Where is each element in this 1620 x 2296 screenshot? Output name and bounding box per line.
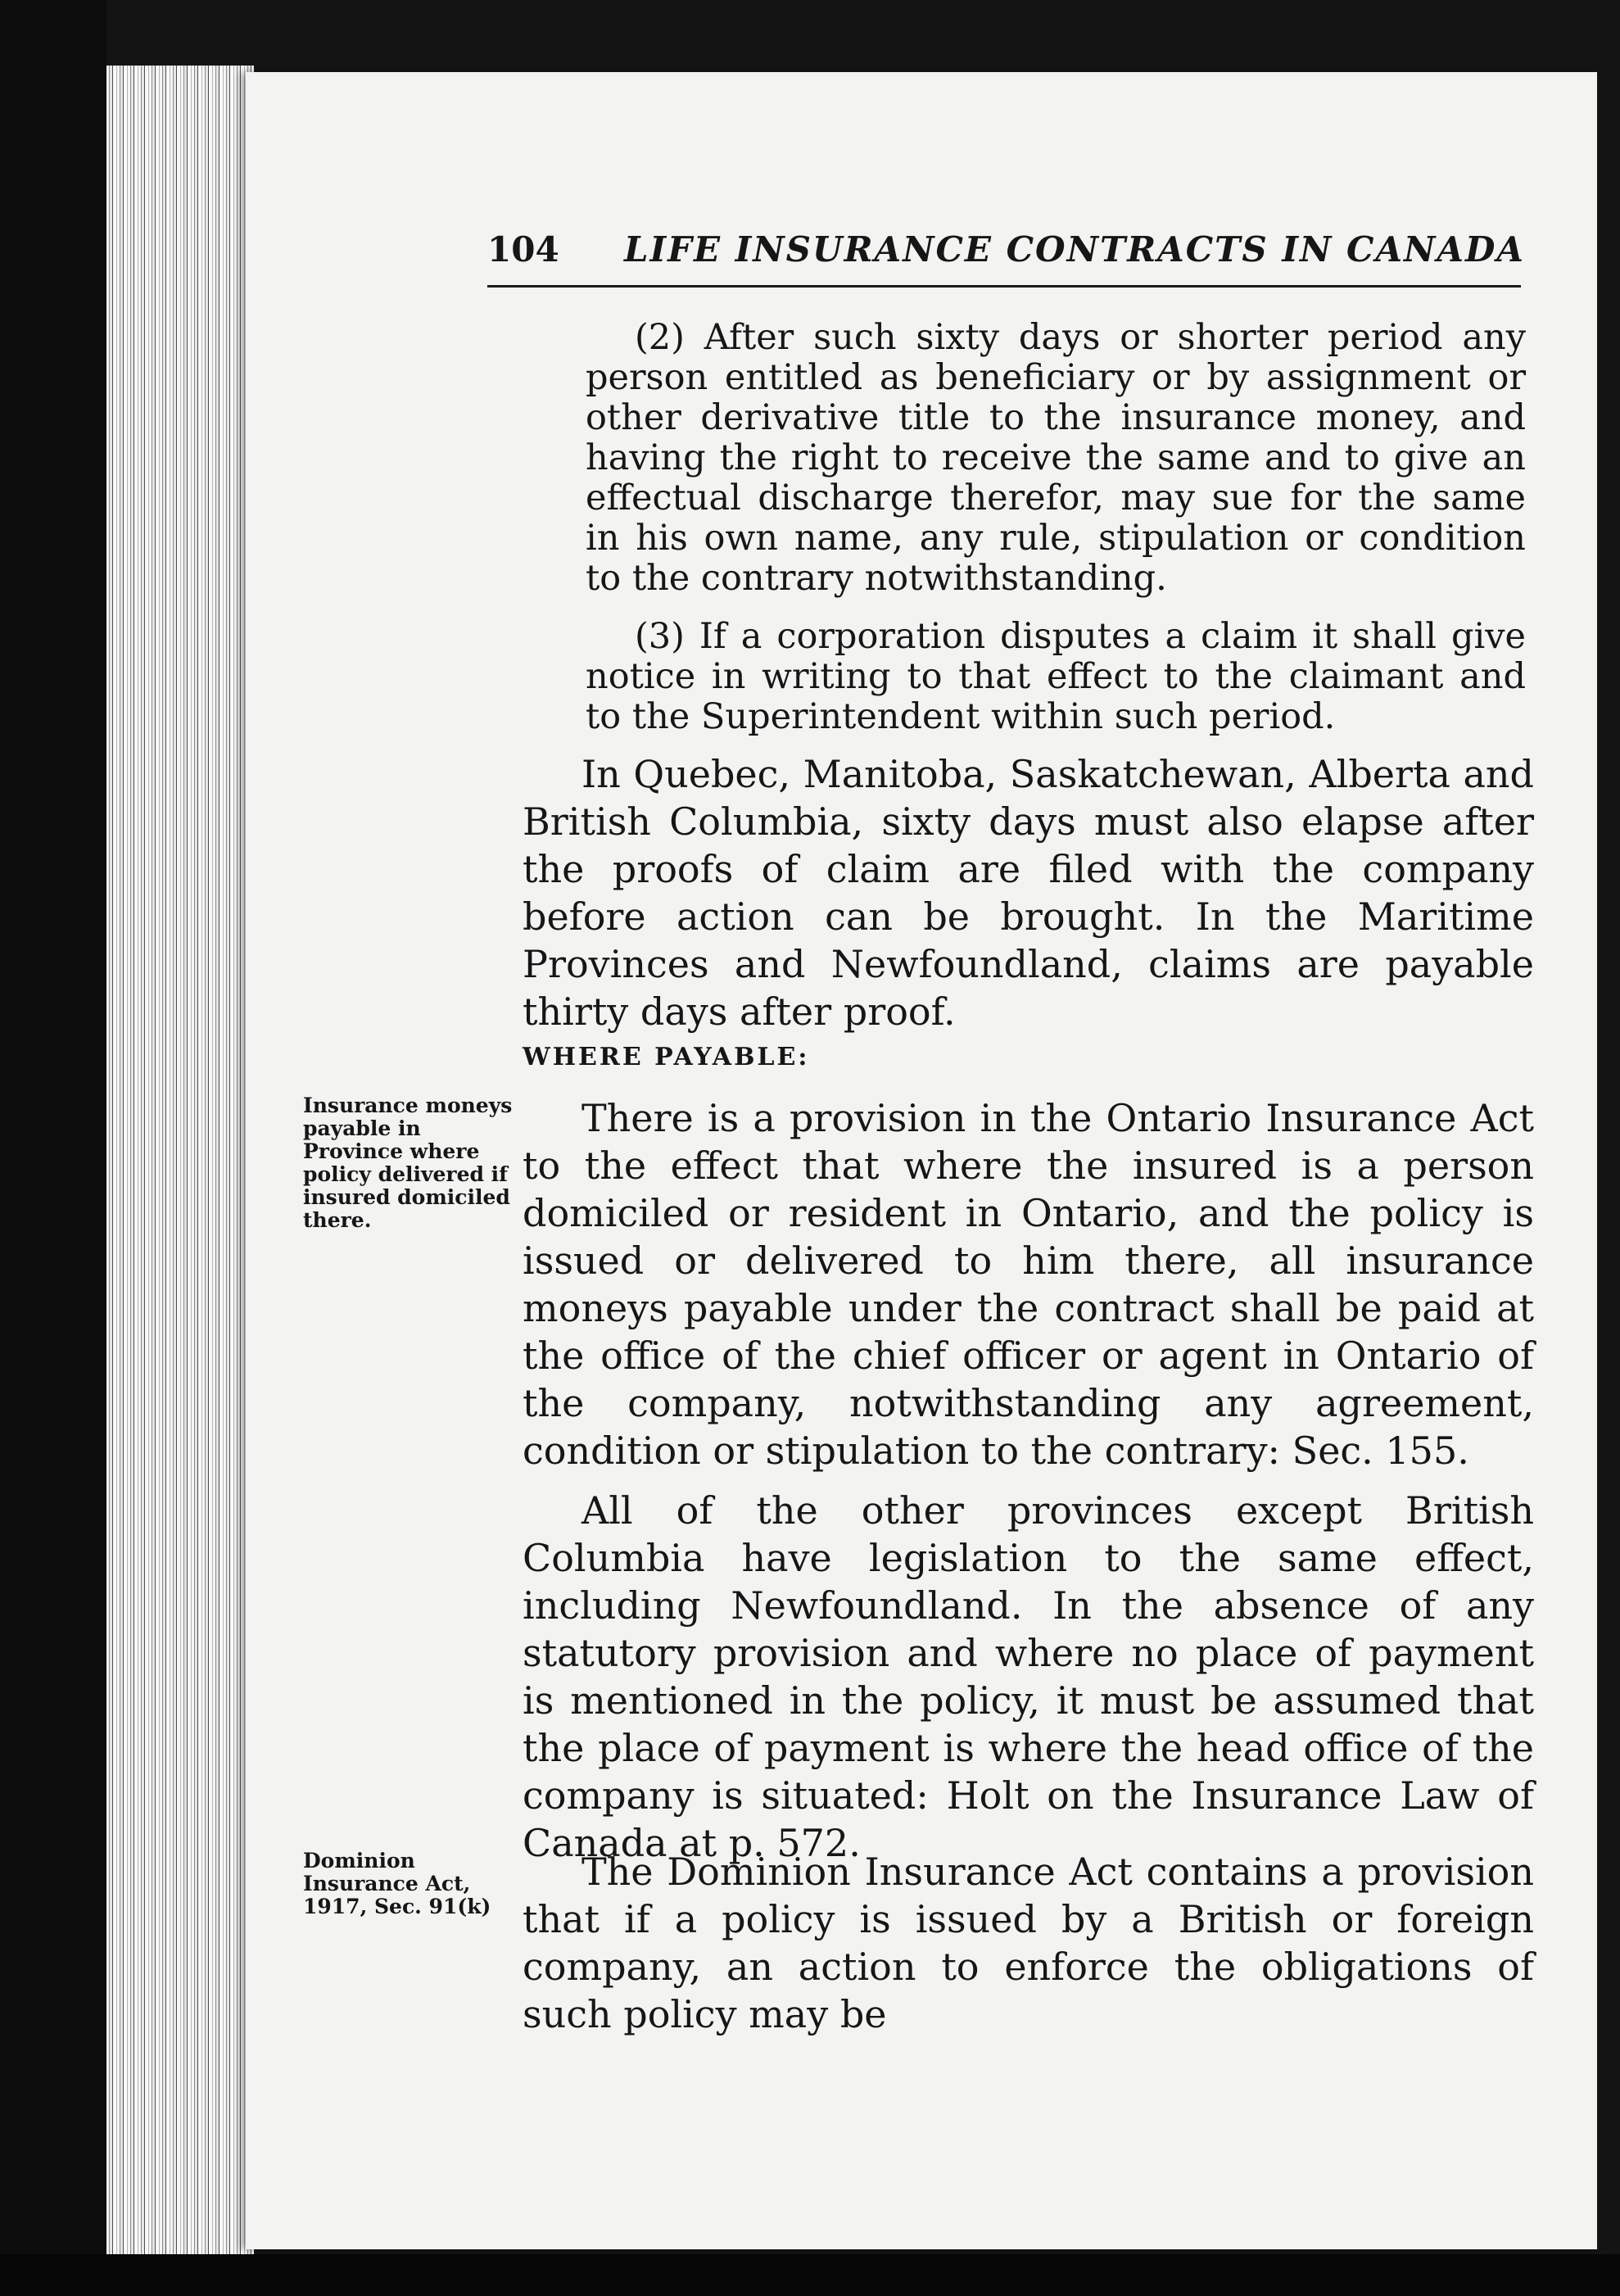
section-heading: WHERE PAYABLE: (523, 1043, 810, 1071)
paragraph-other-provinces: All of the other provinces except British Columbia have legislation to the same effect, including Newfoundland. In the absence of any statutory provision and where no place of payment is mentioned in the policy, it must be assumed that the place of payment is where the head office of the company is situated: Holt on the Insurance Law of Canada at p. 572. (523, 1488, 1534, 1865)
paragraph-provinces-delay: In Quebec, Manitoba, Saskatchewan, Alberta and British Columbia, sixty days must also elapse after the proofs of claim are filed with the company before action can be brought. In the Maritime Provinces and Newfoundland, claims are payable thirty days after proof. (523, 752, 1534, 1034)
scan-background-bottom (0, 2254, 1620, 2296)
margin-note-dominion-act: Dominion Insurance Act, 1917, Sec. 91(k) (303, 1849, 491, 1918)
running-title: LIFE INSURANCE CONTRACTS IN CANADA (624, 229, 1526, 269)
paragraph-ontario-provision: There is a provision in the Ontario Insurance Act to the effect that where the insured is a person domiciled or resident in Ontario, and the policy is issued or delivered to him there, all insurance moneys payable under the contract shall be paid at the office of the chief officer or agent in Ontario of the company, notwithstanding any agreement, condition or stipulation to the contrary: Sec. 155. (523, 1096, 1534, 1473)
margin-note-insurance-moneys: Insurance moneys payable in Province where policy delivered if insured domiciled there. (303, 1094, 513, 1232)
scan-background-left (0, 0, 106, 2296)
page-number: 104 (487, 229, 559, 269)
paragraph-subsection-2: (2) After such sixty days or shorter period any person entitled as beneficiary or by assignment or other derivative title to the insurance money, and having the right to receive the same and to give an effectual discharge therefor, may sue for the same in his own name, any rule, stipulation or condition to the contrary notwithstanding. (586, 317, 1526, 599)
header-rule (487, 285, 1521, 288)
book-page (246, 72, 1597, 2249)
paragraph-dominion-act: The Dominion Insurance Act contains a provision that if a policy is issued by a British or foreign company, an action to enforce the obligations of such policy may be (523, 1850, 1534, 2036)
book-page-edges (106, 66, 254, 2261)
paragraph-subsection-3: (3) If a corporation disputes a claim it shall give notice in writing to that effect to the claimant and to the Superintendent within such period. (586, 616, 1526, 737)
